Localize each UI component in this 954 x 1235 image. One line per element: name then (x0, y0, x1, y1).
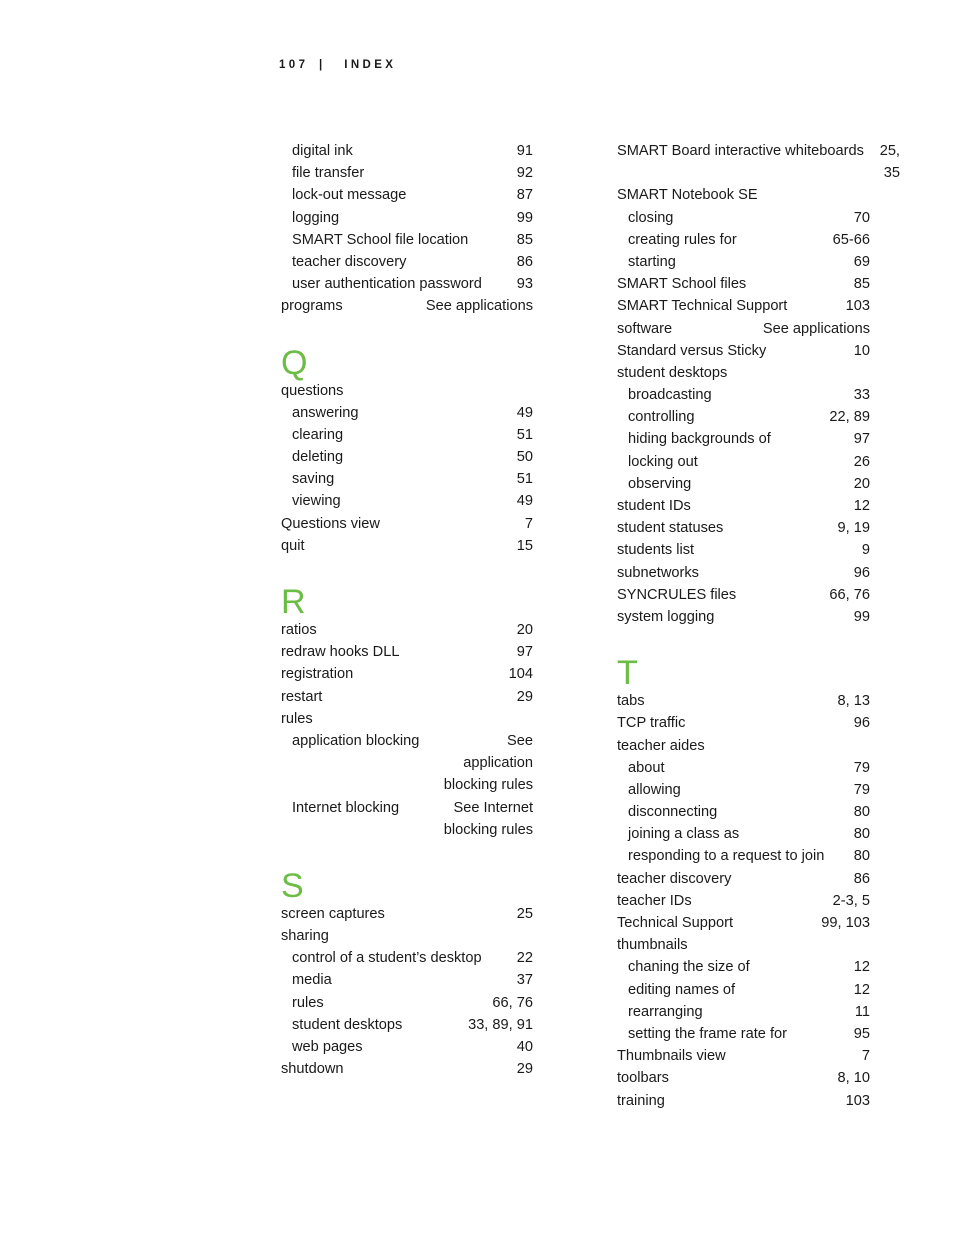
index-subentry (281, 1036, 533, 1058)
entry-term: SMART Technical Support (617, 298, 788, 315)
entry-term: ratios (281, 622, 317, 638)
entry-term: user authentication password (292, 276, 482, 293)
entry-term: lock-out message (292, 187, 407, 204)
entry-term: student statuses (617, 520, 724, 537)
entry-term: quit (281, 537, 305, 554)
index-entry (617, 1090, 870, 1112)
index-entry (617, 562, 870, 584)
entry-pages: 8, 13 (837, 693, 870, 710)
entry-term: SMART Notebook SE (617, 187, 758, 204)
entry-term: saving (292, 471, 335, 488)
index-column-left (281, 140, 533, 1080)
entry-pages: 29 (516, 1061, 533, 1078)
entry-term: students list (617, 542, 695, 559)
entry-pages: 103 (845, 298, 870, 315)
entry-pages: 12 (853, 959, 870, 976)
index-entry (617, 584, 870, 606)
entry-pages: 95 (853, 1025, 870, 1042)
index-entry (281, 686, 533, 708)
index-subentry (281, 490, 533, 512)
entry-pages: 40 (516, 1039, 533, 1056)
index-group (617, 184, 870, 628)
entry-term: file transfer (292, 165, 365, 182)
index-entry (617, 495, 870, 517)
entry-pages: 87 (516, 187, 533, 204)
entry-pages: 103 (845, 1092, 870, 1109)
entry-term: system logging (617, 608, 715, 625)
entry-term: subnetworks (617, 564, 699, 581)
entry-term: student desktops (617, 364, 728, 381)
index-subentry (617, 251, 870, 273)
entry-term: TCP traffic (617, 715, 686, 732)
index-entry (617, 712, 870, 734)
entry-term: deleting (292, 449, 344, 466)
entry-pages-continued: application (463, 755, 533, 772)
entry-term: web pages (292, 1039, 363, 1056)
index-subentry (617, 779, 870, 801)
index-entry (281, 535, 533, 557)
entry-pages: 66, 76 (829, 586, 870, 603)
index-subentry (617, 229, 870, 251)
index-subentry (617, 406, 870, 428)
entry-pages: 22 (516, 950, 533, 967)
page-number: 107 (279, 59, 309, 71)
entry-term: registration (281, 666, 354, 683)
index-entry-application-blocking (281, 730, 533, 797)
entry-pages: 85 (516, 231, 533, 248)
entry-term: thumbnails (617, 937, 688, 954)
entry-pages-continued: blocking rules (443, 821, 533, 838)
index-subentry (281, 992, 533, 1014)
index-entry (617, 184, 870, 206)
entry-term: starting (628, 253, 676, 270)
index-entry (617, 934, 870, 956)
entry-pages: 79 (853, 759, 870, 776)
index-entry (617, 912, 870, 934)
entry-term: rearranging (628, 1003, 703, 1020)
section-letter-r: R (281, 583, 306, 621)
index-entry-smart-board (617, 140, 900, 184)
entry-pages: 8, 10 (837, 1070, 870, 1087)
entry-pages: 9 (861, 542, 870, 559)
entry-term: screen captures (281, 905, 385, 922)
index-column-right (617, 140, 900, 1112)
entry-term: teacher aides (617, 737, 705, 754)
entry-term: Questions view (281, 515, 380, 532)
index-subentry (617, 823, 870, 845)
entry-term: student desktops (292, 1016, 403, 1033)
entry-pages: 99 (853, 608, 870, 625)
index-entry-internet-blocking (281, 797, 533, 841)
entry-term: Standard versus Sticky (617, 342, 767, 359)
index-subentry (617, 384, 870, 406)
index-entry (617, 690, 870, 712)
index-entry (617, 539, 870, 561)
entry-pages: 26 (853, 453, 870, 470)
entry-pages: 80 (853, 826, 870, 843)
index-entry (281, 708, 533, 730)
entry-term: Internet blocking (292, 799, 400, 816)
index-entry (617, 273, 870, 295)
entry-term: hiding backgrounds of (628, 431, 771, 448)
entry-term: about (628, 759, 665, 776)
entry-pages: 65-66 (832, 231, 870, 248)
section-letter-s: S (281, 866, 304, 905)
entry-term: student IDs (617, 498, 691, 515)
index-subentry (617, 451, 870, 473)
index-entry (617, 1045, 870, 1067)
index-subentry (281, 468, 533, 490)
entry-pages: 51 (516, 426, 533, 443)
index-subentry (617, 1001, 870, 1023)
index-subentry (281, 1014, 533, 1036)
entry-term: SYNCRULES files (617, 586, 737, 603)
entry-pages: 104 (508, 666, 533, 683)
index-subentry (617, 757, 870, 779)
entry-term: restart (281, 688, 323, 705)
entry-term: teacher discovery (617, 870, 732, 887)
entry-term: control of a student’s desktop (292, 950, 482, 967)
entry-term: joining a class as (628, 826, 740, 843)
index-subentry (281, 140, 533, 162)
index-subentry (281, 229, 533, 251)
entry-pages: 7 (861, 1048, 870, 1065)
entry-term: tabs (617, 693, 645, 710)
entry-pages: 69 (853, 253, 870, 270)
index-subentry (617, 1023, 870, 1045)
index-entry (617, 1067, 870, 1089)
index-entry (281, 380, 533, 402)
index-entry (617, 517, 870, 539)
entry-pages: 33, 89, 91 (468, 1016, 533, 1033)
entry-pages: 12 (853, 498, 870, 515)
entry-term: sharing (281, 928, 329, 945)
index-subentry (281, 184, 533, 206)
entry-pages: 79 (853, 781, 870, 798)
entry-pages: 49 (516, 493, 533, 510)
entry-pages: 96 (853, 715, 870, 732)
index-subentry (281, 424, 533, 446)
index-entry (617, 890, 870, 912)
entry-pages: 29 (516, 688, 533, 705)
entry-pages: 20 (516, 622, 533, 638)
entry-term: closing (628, 209, 674, 226)
entry-pages: 66, 76 (492, 994, 533, 1011)
entry-term: training (617, 1092, 665, 1109)
entry-term: allowing (628, 781, 681, 798)
index-entry (281, 295, 533, 317)
entry-pages-continued: 35 (883, 165, 900, 182)
entry-term: responding to a request to join (628, 848, 825, 865)
entry-pages: 25 (516, 905, 533, 922)
index-entry (617, 735, 870, 757)
entry-pages: 2-3, 5 (832, 892, 870, 909)
header-separator: | (319, 59, 326, 71)
entry-term: disconnecting (628, 804, 718, 821)
index-group-t (617, 690, 870, 1112)
index-entry (617, 318, 870, 340)
entry-pages: 51 (516, 471, 533, 488)
index-subentry (617, 473, 870, 495)
index-entry (617, 606, 870, 628)
entry-pages: 96 (853, 564, 870, 581)
entry-term: editing names of (628, 981, 736, 998)
entry-pages: See (507, 732, 533, 749)
index-group (281, 140, 533, 318)
entry-term: digital ink (292, 143, 353, 159)
entry-pages: 33 (853, 387, 870, 404)
entry-term: answering (292, 404, 359, 421)
entry-pages: 22, 89 (829, 409, 870, 426)
entry-term: rules (292, 994, 324, 1011)
index-entry (281, 513, 533, 535)
index-subentry (617, 979, 870, 1001)
index-subentry (281, 402, 533, 424)
entry-term: application blocking (292, 732, 420, 749)
entry-pages: 9, 19 (837, 520, 870, 537)
entry-term: software (617, 320, 673, 337)
entry-term: Thumbnails view (617, 1048, 726, 1065)
entry-term: broadcasting (628, 387, 712, 404)
index-group-r (281, 619, 533, 730)
entry-pages-continued: blocking rules (443, 777, 533, 794)
entry-pages: 91 (516, 143, 533, 159)
index-entry (281, 903, 533, 925)
index-subentry (281, 207, 533, 229)
entry-pages: 50 (516, 449, 533, 466)
entry-pages: 93 (516, 276, 533, 293)
entry-term: locking out (628, 453, 698, 470)
entry-term: controlling (628, 409, 695, 426)
index-entry (281, 619, 533, 641)
entry-pages: 85 (853, 276, 870, 293)
entry-term: clearing (292, 426, 344, 443)
entry-pages: 86 (516, 253, 533, 270)
entry-term: Technical Support (617, 915, 734, 932)
section-letter-q: Q (281, 343, 308, 382)
index-entry (281, 641, 533, 663)
index-entry (617, 295, 870, 317)
entry-term: SMART School files (617, 276, 747, 293)
entry-term: shutdown (281, 1061, 344, 1078)
index-subentry (617, 428, 870, 450)
entry-pages: 15 (516, 537, 533, 554)
entry-pages: 12 (853, 981, 870, 998)
entry-pages: 49 (516, 404, 533, 421)
entry-pages: See Internet (453, 799, 533, 816)
index-subentry (281, 446, 533, 468)
index-group-q (281, 380, 533, 558)
entry-pages: 80 (853, 804, 870, 821)
entry-term: programs (281, 298, 343, 315)
entry-pages: See applications (762, 320, 870, 337)
entry-term: creating rules for (628, 231, 737, 248)
index-subentry (281, 162, 533, 184)
entry-pages: 80 (853, 848, 870, 865)
entry-term: teacher discovery (292, 253, 407, 270)
entry-term: toolbars (617, 1070, 669, 1087)
entry-term: chaning the size of (628, 959, 750, 976)
entry-pages: 97 (516, 644, 533, 661)
entry-pages: 7 (524, 515, 533, 532)
index-subentry (281, 969, 533, 991)
entry-pages: 99, 103 (821, 915, 870, 932)
entry-term: viewing (292, 493, 341, 510)
index-group-s (281, 903, 533, 1081)
index-subentry (281, 273, 533, 295)
entry-term: questions (281, 382, 344, 399)
index-subentry (281, 947, 533, 969)
entry-pages: 25, (879, 143, 900, 159)
index-entry (617, 362, 870, 384)
entry-pages: 20 (853, 475, 870, 492)
index-entry (617, 340, 870, 362)
index-subentry (617, 956, 870, 978)
entry-pages: 11 (854, 1003, 870, 1020)
index-subentry (617, 801, 870, 823)
index-subentry (617, 845, 870, 867)
index-entry (281, 925, 533, 947)
entry-term: setting the frame rate for (628, 1025, 787, 1042)
entry-pages: 37 (516, 972, 533, 989)
entry-pages: 97 (853, 431, 870, 448)
entry-pages: 92 (516, 165, 533, 182)
entry-term: rules (281, 710, 313, 727)
section-letter-t: T (617, 654, 638, 693)
entry-term: teacher IDs (617, 892, 692, 909)
entry-term: redraw hooks DLL (281, 644, 400, 661)
entry-pages: 70 (853, 209, 870, 226)
index-subentry (281, 251, 533, 273)
entry-term: observing (628, 475, 692, 492)
page-header (279, 59, 396, 71)
section-title: INDEX (344, 59, 397, 71)
entry-term: logging (292, 209, 340, 226)
entry-term: SMART School file location (292, 231, 469, 248)
index-subentry (617, 207, 870, 229)
entry-pages: See applications (425, 298, 533, 315)
entry-term: SMART Board interactive whiteboards (617, 143, 864, 159)
entry-pages: 10 (853, 342, 870, 359)
index-entry (281, 663, 533, 685)
entry-pages: 86 (853, 870, 870, 887)
index-entry (617, 868, 870, 890)
entry-pages: 99 (516, 209, 533, 226)
entry-term: media (292, 972, 332, 989)
index-entry (281, 1058, 533, 1080)
